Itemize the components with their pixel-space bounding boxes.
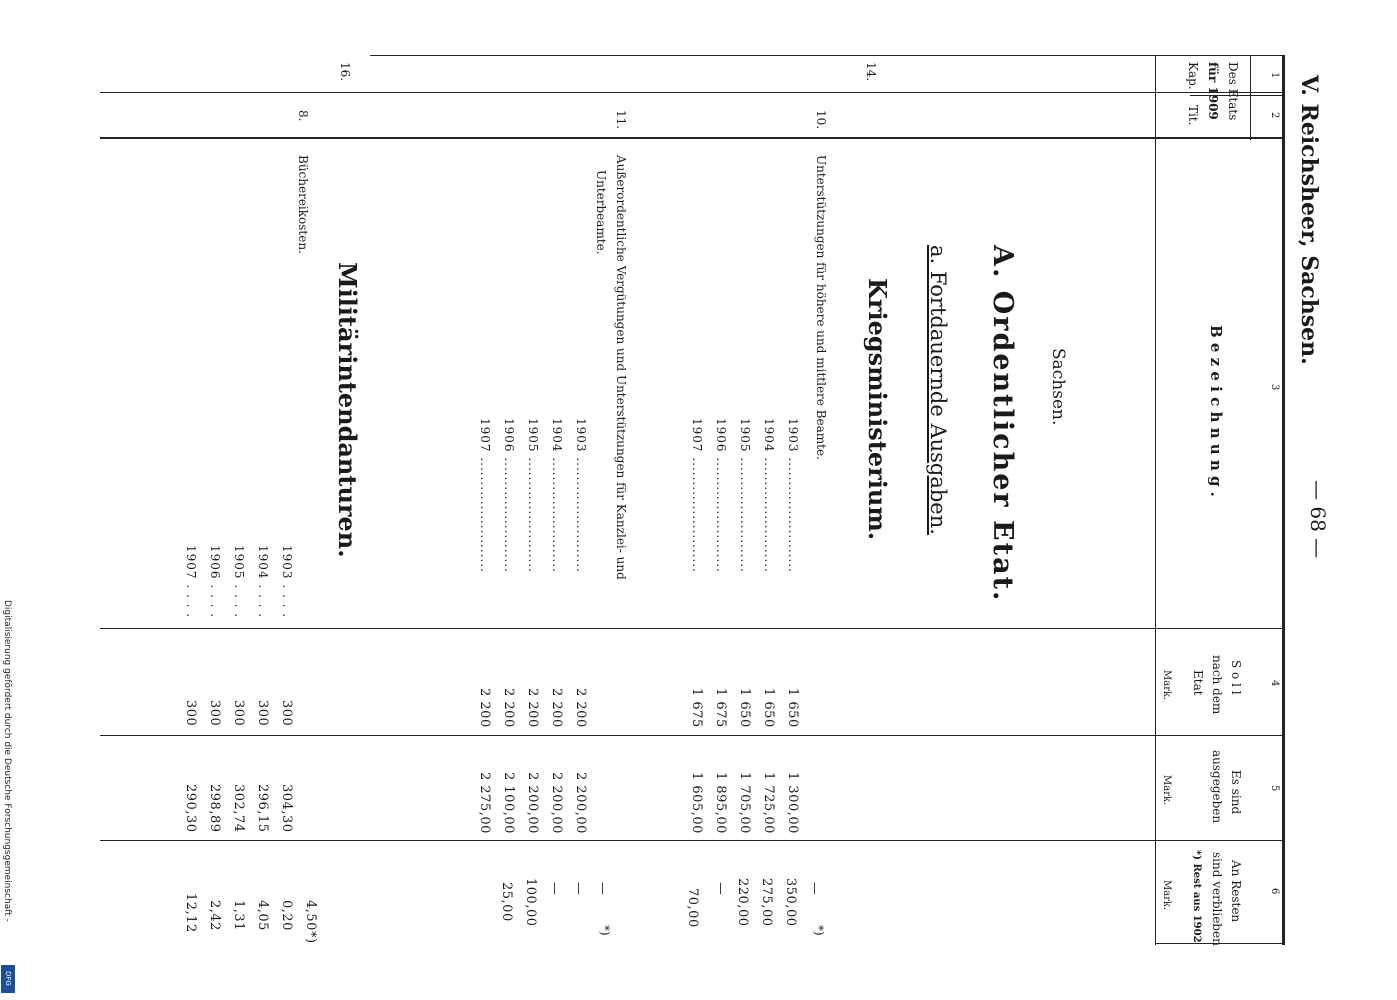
section-11-ausgegeben-1907: 2 275,00	[477, 772, 492, 834]
column-number-5: 5	[1269, 785, 1280, 792]
section-10-rest-1904: 350,00	[783, 878, 798, 927]
soll-label-line2: nach dem	[1210, 655, 1224, 715]
year: 1905	[526, 418, 540, 453]
page-number: — 68 —	[1306, 480, 1330, 559]
section-10-ausgegeben-1906: 1 895,00	[713, 772, 728, 834]
section-11-soll-1903: 2 200	[573, 688, 588, 728]
year: 1904	[762, 418, 776, 453]
titel-11: 11.	[614, 110, 628, 130]
section-11-rest-1903: —	[595, 882, 610, 896]
section-8-rest-1906: 2,42	[207, 900, 222, 931]
dfg-logo-text: DFG	[4, 971, 12, 986]
soll-label-line3: Etat	[1191, 670, 1205, 696]
ausgegeben-unit: Mark.	[1161, 775, 1172, 806]
reste-unit: Mark.	[1161, 880, 1172, 911]
titel-8: 8.	[296, 110, 310, 122]
ausgaben-heading: a. Fortdauernde Ausgaben.	[926, 245, 950, 535]
rule-header-bottom	[1155, 55, 1156, 945]
section-10-ausgegeben-1905: 1 705,00	[737, 772, 752, 834]
section-8-year-1903: 1903 . . . .	[280, 545, 294, 619]
section-11-soll-1904: 2 200	[549, 688, 564, 728]
section-10-year-1907: 1907 ........................	[690, 418, 704, 573]
section-8-year-1904: 1904 . . . .	[256, 545, 270, 619]
running-title: V. Reichsheer, Sachsen.	[1296, 75, 1322, 365]
section-10-footnote-mark: *)	[812, 925, 826, 936]
section-11-rest-1906: 100,00	[523, 878, 538, 927]
section-10-ausgegeben-1907: 1 605,00	[689, 772, 704, 834]
section-11-ausgegeben-1906: 2 100,00	[501, 772, 516, 834]
year: 1905	[738, 418, 752, 453]
rule-outer-right	[1282, 55, 1285, 945]
section-10-soll-1905: 1 650	[737, 688, 752, 728]
section-10-soll-1906: 1 675	[713, 688, 728, 728]
year: 1904	[550, 418, 564, 453]
section-8-first-rest: 4,50*)	[303, 900, 318, 944]
section-10-rest-1903: —	[807, 882, 822, 896]
section-11-soll-1907: 2 200	[477, 688, 492, 728]
section-10-soll-1904: 1 650	[761, 688, 776, 728]
digitization-credit: Digitalisierung gefördert durch die Deutsche Forschungsgemeinschaft -	[2, 600, 12, 922]
section-10-soll-1907: 1 675	[689, 688, 704, 728]
section-10-year-1905: 1905 ........................	[738, 418, 752, 573]
section-11-ausgegeben-1905: 2 200,00	[525, 772, 540, 834]
section-8-soll-1903: 300	[279, 700, 294, 727]
section-11-label-line1: Außerordentliche Vergütungen und Unterstützungen für Kanzlei- und	[614, 155, 628, 580]
section-11-year-1906: 1906 ........................	[502, 418, 516, 573]
section-8-ausgegeben-1906: 298,89	[207, 784, 222, 833]
rule-col4-5	[100, 735, 1282, 736]
section-8-rest-1907: 12,12	[183, 893, 198, 933]
year: 1903	[574, 418, 588, 453]
section-8-rest-1904: 4,05	[255, 900, 270, 931]
section-11-ausgegeben-1903: 2 200,00	[573, 772, 588, 834]
kap-label: Kap.	[1186, 62, 1200, 90]
titel-10: 10.	[814, 110, 828, 130]
etat-label-line2: für 1909	[1206, 62, 1220, 120]
section-11-soll-1906: 2 200	[501, 688, 516, 728]
section-8-label: Büchereikosten.	[296, 155, 310, 254]
column-number-6: 6	[1269, 888, 1280, 895]
ministerium-heading: Kriegsministerium.	[863, 278, 892, 541]
bezeichnung-label: B e z e i c h n u n g .	[1207, 325, 1225, 497]
section-11-footnote-mark: *)	[598, 925, 612, 936]
section-8-rest-1903: 0,20	[279, 900, 294, 931]
section-11-year-1905: 1905 ........................	[526, 418, 540, 573]
reste-label-line1: An Resten	[1229, 860, 1243, 923]
section-11-year-1907: 1907 ........................	[478, 418, 492, 573]
reste-label-line2: sind verblieben	[1210, 852, 1224, 946]
rule-col5-6	[100, 840, 1282, 841]
section-8-soll-1904: 300	[255, 700, 270, 727]
section-11-rest-1907: 25,00	[499, 882, 514, 922]
etat-heading: A. Ordentlicher Etat.	[987, 245, 1018, 603]
year: 1903	[280, 545, 294, 580]
etat-label-line1: Des Etats	[1226, 62, 1240, 121]
ausgegeben-label-line1: Es sind	[1229, 770, 1243, 815]
section-10-year-1903: 1903 ........................	[786, 418, 800, 573]
section-8-soll-1906: 300	[207, 700, 222, 727]
state-heading: Sachsen.	[1048, 348, 1068, 426]
section-8-year-1907: 1907 . . . .	[184, 545, 198, 619]
section-8-ausgegeben-1904: 296,15	[255, 784, 270, 833]
section-11-rest-1904: —	[571, 882, 586, 896]
section-11-rest-1905: —	[547, 882, 562, 896]
section-10-ausgegeben-1904: 1 725,00	[761, 772, 776, 834]
dfg-logo	[1, 965, 15, 993]
year: 1906	[208, 545, 222, 580]
soll-unit: Mark.	[1161, 670, 1172, 701]
rule-col3-4	[100, 628, 1282, 629]
section-10-year-1906: 1906 ........................	[714, 418, 728, 573]
section-10-ausgegeben-1903: 1 300,00	[785, 772, 800, 834]
section-11-year-1903: 1903 ........................	[574, 418, 588, 573]
year: 1907	[478, 418, 492, 453]
section-10-soll-1903: 1 650	[785, 688, 800, 728]
reste-label-line3: *) Rest aus 1902	[1191, 850, 1202, 943]
section-8-ausgegeben-1903: 304,30	[279, 784, 294, 833]
year: 1904	[256, 545, 270, 580]
section-11-label-line2: Unterbeamte.	[594, 170, 608, 255]
year: 1907	[690, 418, 704, 453]
section-8-rest-1905: 1,31	[231, 900, 246, 931]
section-8-soll-1907: 300	[183, 700, 198, 727]
year: 1907	[184, 545, 198, 580]
column-number-2: 2	[1269, 112, 1280, 119]
kapitel-16: 16.	[338, 62, 352, 82]
rule-kap-tit	[100, 92, 1282, 93]
rule-header-col12	[1250, 55, 1251, 140]
section-10-rest-1905: 275,00	[759, 878, 774, 927]
section-8-soll-1905: 300	[231, 700, 246, 727]
intendantur-heading: Militärintendanturen.	[333, 262, 362, 558]
column-number-1: 1	[1269, 72, 1280, 79]
year: 1905	[232, 545, 246, 580]
year: 1906	[714, 418, 728, 453]
section-8-ausgegeben-1905: 302,74	[231, 784, 246, 833]
column-number-3: 3	[1269, 384, 1280, 391]
section-10-rest-1906: 220,00	[735, 878, 750, 927]
section-11-year-1904: 1904 ........................	[550, 418, 564, 573]
section-8-year-1906: 1906 . . . .	[208, 545, 222, 619]
soll-label-line1: S o l l	[1229, 660, 1243, 695]
section-10-extra-rest: 70,00	[685, 888, 700, 928]
year: 1903	[786, 418, 800, 453]
tit-label: Tit.	[1186, 105, 1200, 126]
year: 1906	[502, 418, 516, 453]
rule-col2-3	[100, 137, 1282, 139]
section-8-year-1905: 1905 . . . .	[232, 545, 246, 619]
section-8-ausgegeben-1907: 290,30	[183, 784, 198, 833]
section-10-label: Unterstützungen für höhere und mittlere Beamte.	[814, 155, 828, 460]
section-10-year-1904: 1904 ........................	[762, 418, 776, 573]
column-number-4: 4	[1269, 680, 1280, 687]
section-11-soll-1905: 2 200	[525, 688, 540, 728]
section-10-rest-1907: —	[713, 882, 728, 896]
rule-top	[370, 55, 1282, 56]
ausgegeben-label-line2: ausgegeben	[1210, 750, 1224, 824]
section-11-ausgegeben-1904: 2 200,00	[549, 772, 564, 834]
kapitel-14: 14.	[864, 62, 878, 82]
